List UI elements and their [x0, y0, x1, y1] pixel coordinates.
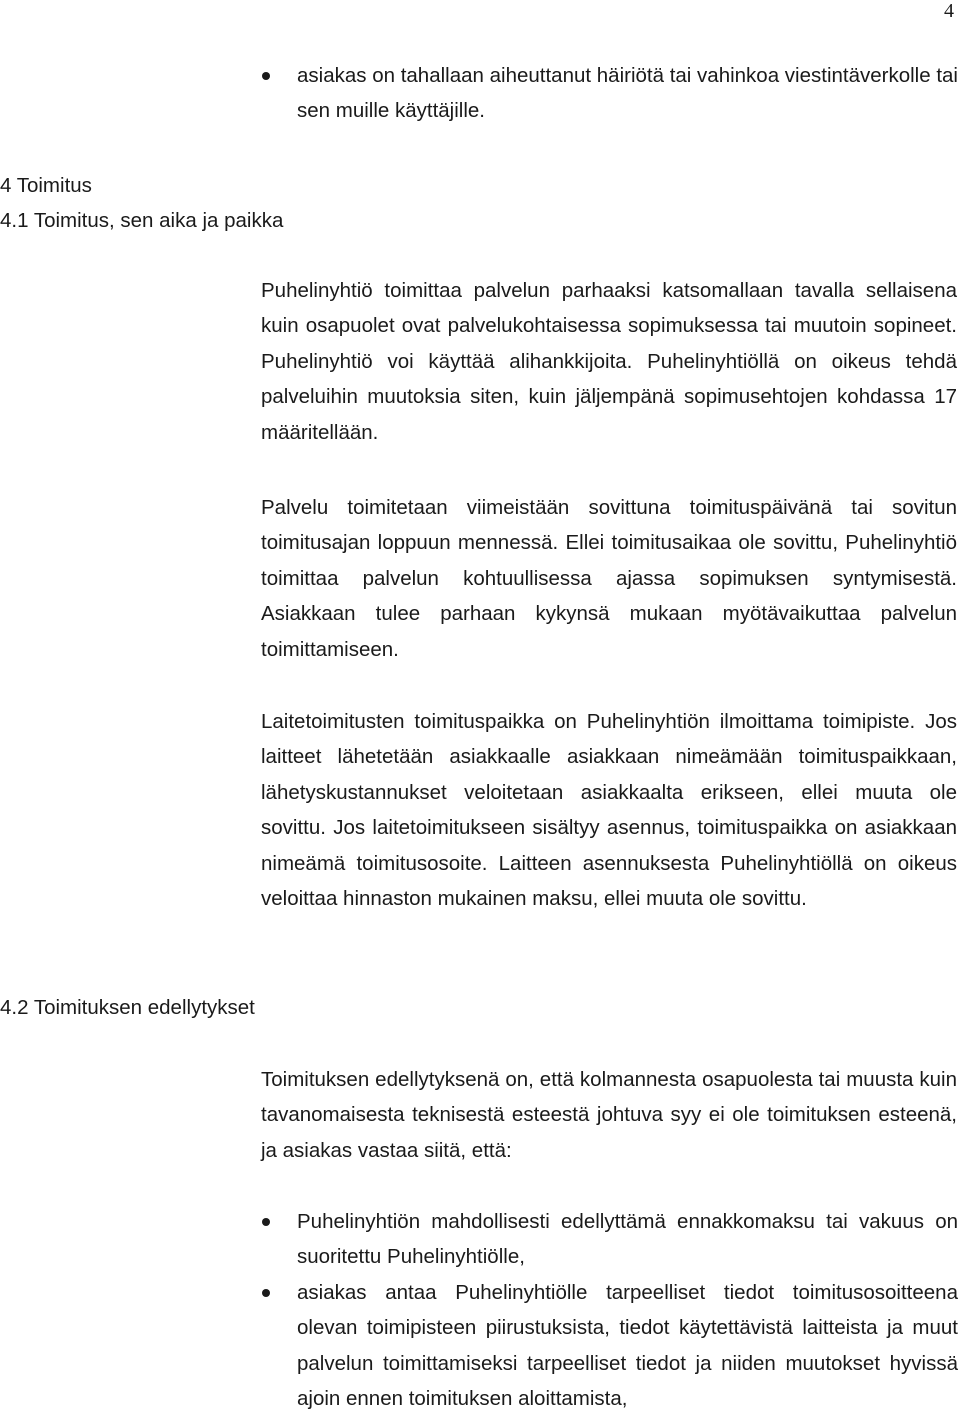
bullet-icon	[262, 1218, 270, 1226]
list-item	[0, 1275, 958, 1417]
bullet-icon	[262, 1289, 270, 1297]
section-4-heading: 4 Toimitus	[0, 174, 92, 197]
page-number: 4	[944, 0, 954, 22]
section-4-1-paragraph-1: Puhelinyhtiö toimittaa palvelun parhaaksi katsomallaan tavalla sellaisena kuin osapuolet ovat palvelukohtaisessa sopimuksessa tai muutoin sopineet. Puhelinyhtiö voi käyttää alihankkijoita. Puhelinyhtiöllä on oikeus tehdä palveluihin muutoksia siten, kuin jäljempänä sopimusehtojen kohdassa 17 määritellään.	[261, 279, 957, 444]
list-item	[0, 58, 958, 129]
section-4-2-heading: 4.2 Toimituksen edellytykset	[0, 996, 255, 1019]
list-item	[0, 1204, 958, 1275]
section-4-1-heading: 4.1 Toimitus, sen aika ja paikka	[0, 209, 284, 232]
section-4-1-paragraph-2: Palvelu toimitetaan viimeistään sovittuna toimituspäivänä tai sovitun toimitusajan loppuun mennessä. Ellei toimitusaikaa ole sovittu, Puhelinyhtiö toimittaa palvelun kohtuullisessa ajassa sopimuksen syntymisestä. Asiakkaan tulee parhaan kykynsä mukaan myötävaikuttaa palvelun toimittamiseen.	[261, 496, 957, 661]
section-4-2-bullet-list	[0, 1204, 958, 1416]
section-4-2-intro: Toimituksen edellytyksenä on, että kolmannesta osapuolesta tai muusta kuin tavanomaisesta teknisestä esteestä johtuva syy ei ole toimituksen esteenä, ja asiakas vastaa siitä, että:	[261, 1068, 957, 1162]
list-item-text: asiakas on tahallaan aiheuttanut häiriötä tai vahinkoa viestintäverkolle tai sen muille käyttäjille.	[297, 64, 958, 123]
list-item-text: Puhelinyhtiön mahdollisesti edellyttämä ennakkomaksu tai vakuus on suoritettu Puhelinyhtiölle,	[297, 1210, 958, 1269]
top-bullet-list	[0, 58, 958, 129]
section-4-1-paragraph-3: Laitetoimitusten toimituspaikka on Puhelinyhtiön ilmoittama toimipiste. Jos laitteet lähetetään asiakkaalle asiakkaan nimeämään toimituspaikkaan, lähetyskustannukset veloitetaan asiakkaalta erikseen, ellei muuta ole sovittu. Jos laitetoimitukseen sisältyy asennus, toimituspaikka on asiakkaan nimeämä toimitusosoite. Laitteen asennuksesta Puhelinyhtiöllä on oikeus veloittaa hinnaston mukainen maksu, ellei muuta ole sovittu.	[261, 710, 957, 911]
list-item-text: asiakas antaa Puhelinyhtiölle tarpeelliset tiedot toimitusosoitteena olevan toimipisteen piirustuksista, tiedot käytettävistä laitteista ja muut palvelun toimittamiseksi tarpeelliset tiedot ja niiden muutokset hyvissä ajoin ennen toimituksen aloittamista,	[297, 1280, 958, 1411]
bullet-icon	[262, 72, 270, 80]
